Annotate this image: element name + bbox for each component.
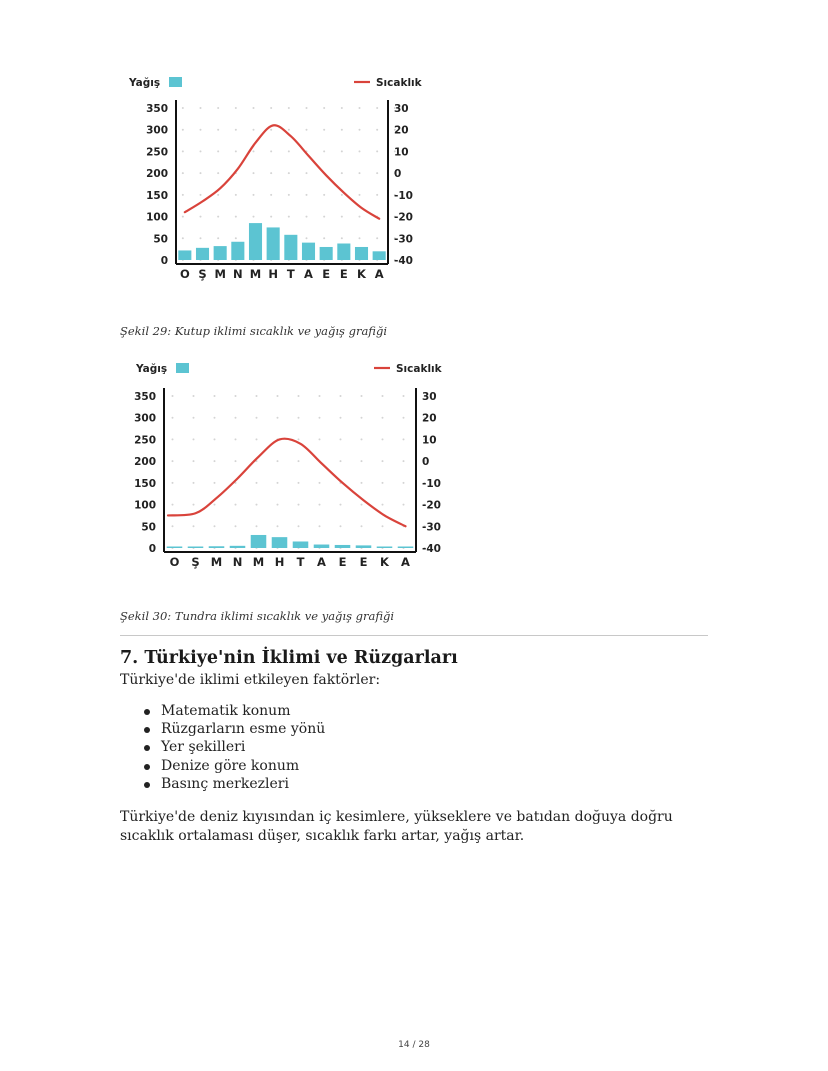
- grid-dot: [359, 194, 361, 196]
- grid-dot: [270, 150, 272, 152]
- grid-dot: [382, 417, 384, 419]
- grid-dot: [235, 417, 237, 419]
- legend-rain-swatch: [176, 363, 189, 373]
- y-right-tick-label: 0: [394, 168, 402, 181]
- grid-dot: [382, 525, 384, 527]
- temperature-line: [168, 439, 406, 527]
- y-right-tick-label: 30: [394, 103, 409, 115]
- grid-dot: [341, 194, 343, 196]
- grid-dot: [319, 525, 321, 527]
- grid-dot: [253, 194, 255, 196]
- grid-dot: [376, 150, 378, 152]
- grid-dot: [235, 216, 237, 218]
- rainfall-bar: [373, 251, 386, 260]
- grid-dot: [217, 194, 219, 196]
- grid-dot: [306, 237, 308, 239]
- rainfall-bar: [284, 235, 297, 260]
- y-left-tick-label: 100: [146, 211, 168, 224]
- grid-dot: [323, 216, 325, 218]
- grid-dot: [235, 194, 237, 196]
- grid-dot: [403, 417, 405, 419]
- grid-dot: [235, 129, 237, 131]
- grid-dot: [298, 525, 300, 527]
- y-left-tick-label: 350: [134, 391, 156, 403]
- x-tick-label: T: [286, 267, 295, 281]
- y-right-tick-label: -40: [422, 543, 441, 555]
- grid-dot: [214, 417, 216, 419]
- grid-dot: [172, 395, 174, 397]
- grid-dot: [341, 216, 343, 218]
- grid-dot: [235, 150, 237, 152]
- y-right-tick-label: -40: [394, 255, 413, 267]
- grid-dot: [277, 460, 279, 462]
- page-number: 14 / 28: [398, 1040, 430, 1050]
- grid-dot: [340, 504, 342, 506]
- list-item: Basınç merkezleri: [142, 775, 325, 793]
- grid-dot: [182, 237, 184, 239]
- grid-dot: [361, 525, 363, 527]
- grid-dot: [323, 150, 325, 152]
- grid-dot: [277, 395, 279, 397]
- legend-rain-label: Yağış: [136, 363, 168, 375]
- grid-dot: [382, 460, 384, 462]
- grid-dot: [270, 172, 272, 174]
- rainfall-bar: [188, 547, 204, 549]
- grid-dot: [235, 525, 237, 527]
- grid-dot: [298, 395, 300, 397]
- grid-dot: [361, 504, 363, 506]
- y-left-tick-label: 300: [146, 124, 168, 137]
- legend-temp-label: Sıcaklık: [376, 77, 422, 89]
- grid-dot: [253, 150, 255, 152]
- y-left-tick-label: 300: [134, 412, 156, 425]
- y-left-tick-label: 250: [134, 434, 156, 447]
- grid-dot: [200, 172, 202, 174]
- grid-dot: [253, 172, 255, 174]
- grid-dot: [277, 504, 279, 506]
- x-tick-label: A: [317, 555, 326, 569]
- rainfall-bar: [335, 545, 351, 548]
- grid-dot: [270, 107, 272, 109]
- grid-dot: [382, 395, 384, 397]
- grid-dot: [403, 482, 405, 484]
- grid-dot: [214, 438, 216, 440]
- y-right-tick-label: -30: [394, 233, 413, 246]
- grid-dot: [235, 395, 237, 397]
- grid-dot: [298, 504, 300, 506]
- grid-dot: [182, 216, 184, 218]
- grid-dot: [341, 150, 343, 152]
- rainfall-bar: [167, 547, 183, 549]
- grid-dot: [288, 172, 290, 174]
- climate-chart-svg: [120, 358, 450, 580]
- grid-dot: [376, 237, 378, 239]
- rainfall-bar: [214, 246, 227, 260]
- grid-dot: [319, 438, 321, 440]
- grid-dot: [200, 107, 202, 109]
- rainfall-bar: [302, 243, 315, 260]
- grid-dot: [182, 194, 184, 196]
- y-left-tick-label: 250: [146, 146, 168, 159]
- grid-dot: [361, 438, 363, 440]
- grid-dot: [256, 525, 258, 527]
- x-tick-label: A: [374, 267, 384, 281]
- x-tick-label: T: [296, 555, 305, 569]
- rainfall-bar: [320, 247, 333, 260]
- x-tick-label: N: [233, 267, 243, 281]
- grid-dot: [253, 216, 255, 218]
- grid-dot: [214, 482, 216, 484]
- rainfall-bar: [231, 242, 244, 260]
- rainfall-bar: [196, 248, 209, 260]
- grid-dot: [382, 438, 384, 440]
- x-tick-label: Ş: [191, 555, 200, 569]
- grid-dot: [319, 395, 321, 397]
- grid-dot: [376, 107, 378, 109]
- grid-dot: [200, 194, 202, 196]
- grid-dot: [298, 438, 300, 440]
- grid-dot: [172, 460, 174, 462]
- x-tick-label: N: [232, 555, 243, 569]
- grid-dot: [340, 438, 342, 440]
- grid-dot: [340, 525, 342, 527]
- rainfall-bar: [356, 545, 372, 548]
- x-tick-label: E: [359, 555, 368, 569]
- y-left-tick-label: 100: [134, 499, 156, 512]
- grid-dot: [298, 417, 300, 419]
- rainfall-bar: [337, 243, 350, 260]
- grid-dot: [235, 107, 237, 109]
- grid-dot: [288, 150, 290, 152]
- x-tick-label: K: [380, 555, 389, 569]
- x-tick-label: O: [179, 267, 190, 281]
- grid-dot: [217, 237, 219, 239]
- rainfall-bar: [314, 545, 330, 548]
- y-left-tick-label: 200: [134, 456, 156, 469]
- figure-caption-29: Şekil 29: Kutup iklimi sıcaklık ve yağış grafiği: [120, 324, 388, 338]
- climate-chart-svg: [120, 72, 430, 292]
- y-right-tick-label: -30: [422, 521, 441, 534]
- rainfall-bar: [230, 546, 246, 548]
- grid-dot: [235, 504, 237, 506]
- x-tick-label: M: [249, 267, 262, 281]
- grid-dot: [200, 216, 202, 218]
- list-item: Matematik konum: [142, 702, 325, 720]
- grid-dot: [193, 482, 195, 484]
- grid-dot: [277, 525, 279, 527]
- chart-kutup: [120, 72, 430, 292]
- grid-dot: [172, 438, 174, 440]
- grid-dot: [288, 107, 290, 109]
- grid-dot: [306, 129, 308, 131]
- grid-dot: [217, 129, 219, 131]
- grid-dot: [359, 172, 361, 174]
- rainfall-bar: [249, 223, 262, 260]
- legend-rain-swatch: [169, 77, 182, 87]
- grid-dot: [361, 482, 363, 484]
- grid-dot: [341, 237, 343, 239]
- grid-dot: [306, 194, 308, 196]
- grid-dot: [217, 172, 219, 174]
- x-tick-label: K: [357, 267, 366, 281]
- grid-dot: [403, 395, 405, 397]
- y-right-tick-label: 10: [394, 146, 409, 159]
- y-left-tick-label: 200: [146, 168, 168, 181]
- grid-dot: [323, 194, 325, 196]
- grid-dot: [270, 129, 272, 131]
- grid-dot: [376, 172, 378, 174]
- grid-dot: [182, 107, 184, 109]
- grid-dot: [277, 482, 279, 484]
- section-paragraph: Türkiye'de deniz kıyısından iç kesimlere, yükseklere ve batıdan doğuya doğru sıcaklık ortalaması düşer, sıcaklık farkı artar, yağış artar.: [120, 809, 673, 844]
- x-tick-label: H: [274, 555, 285, 569]
- rainfall-bar: [209, 546, 225, 548]
- x-tick-label: Ş: [198, 267, 207, 281]
- x-tick-label: A: [304, 267, 313, 281]
- grid-dot: [253, 129, 255, 131]
- grid-dot: [270, 216, 272, 218]
- grid-dot: [306, 107, 308, 109]
- y-left-tick-label: 350: [146, 103, 168, 115]
- grid-dot: [376, 129, 378, 131]
- y-right-tick-label: 20: [422, 412, 437, 425]
- grid-dot: [323, 107, 325, 109]
- grid-dot: [319, 482, 321, 484]
- grid-dot: [323, 129, 325, 131]
- y-right-tick-label: -10: [394, 189, 413, 202]
- y-right-tick-label: -20: [394, 211, 413, 224]
- grid-dot: [172, 482, 174, 484]
- grid-dot: [298, 460, 300, 462]
- list-item: Denize göre konum: [142, 757, 325, 775]
- grid-dot: [382, 482, 384, 484]
- x-tick-label: M: [252, 555, 265, 569]
- grid-dot: [256, 395, 258, 397]
- x-tick-label: O: [169, 555, 180, 569]
- grid-dot: [256, 438, 258, 440]
- grid-dot: [217, 107, 219, 109]
- grid-dot: [306, 216, 308, 218]
- grid-dot: [361, 460, 363, 462]
- grid-dot: [288, 216, 290, 218]
- grid-dot: [182, 172, 184, 174]
- grid-dot: [361, 395, 363, 397]
- grid-dot: [359, 237, 361, 239]
- x-tick-label: H: [268, 267, 278, 281]
- grid-dot: [270, 194, 272, 196]
- grid-dot: [403, 504, 405, 506]
- grid-dot: [403, 460, 405, 462]
- grid-dot: [323, 237, 325, 239]
- grid-dot: [298, 482, 300, 484]
- rainfall-bar: [272, 537, 288, 548]
- y-right-tick-label: 30: [422, 391, 437, 403]
- grid-dot: [182, 129, 184, 131]
- grid-dot: [341, 129, 343, 131]
- grid-dot: [200, 129, 202, 131]
- y-left-tick-label: 0: [148, 543, 156, 555]
- grid-dot: [288, 129, 290, 131]
- grid-dot: [403, 438, 405, 440]
- grid-dot: [200, 237, 202, 239]
- grid-dot: [214, 504, 216, 506]
- grid-dot: [340, 460, 342, 462]
- y-left-tick-label: 150: [146, 189, 168, 202]
- grid-dot: [359, 150, 361, 152]
- grid-dot: [193, 504, 195, 506]
- rainfall-bar: [377, 547, 393, 549]
- y-right-tick-label: 10: [422, 434, 437, 447]
- grid-dot: [256, 417, 258, 419]
- x-tick-label: A: [401, 555, 410, 569]
- grid-dot: [288, 194, 290, 196]
- grid-dot: [277, 417, 279, 419]
- rainfall-bar: [251, 535, 267, 548]
- grid-dot: [306, 172, 308, 174]
- grid-dot: [193, 460, 195, 462]
- grid-dot: [319, 417, 321, 419]
- grid-dot: [214, 460, 216, 462]
- grid-dot: [182, 150, 184, 152]
- grid-dot: [235, 237, 237, 239]
- rainfall-bar: [398, 547, 414, 549]
- grid-dot: [172, 417, 174, 419]
- grid-dot: [172, 504, 174, 506]
- y-left-tick-label: 50: [141, 521, 156, 534]
- y-left-tick-label: 150: [134, 477, 156, 490]
- grid-dot: [193, 417, 195, 419]
- grid-dot: [235, 460, 237, 462]
- chart-tundra: [120, 358, 450, 580]
- temperature-line: [185, 125, 379, 218]
- rainfall-bar: [267, 227, 280, 260]
- figure-caption-30: Şekil 30: Tundra iklimi sıcaklık ve yağış grafiği: [120, 609, 395, 623]
- section-heading: 7. Türkiye'nin İklimi ve Rüzgarları: [120, 648, 458, 668]
- grid-dot: [235, 438, 237, 440]
- x-tick-label: E: [338, 555, 347, 569]
- grid-dot: [214, 395, 216, 397]
- x-tick-label: E: [339, 267, 348, 281]
- y-right-tick-label: 20: [394, 124, 409, 137]
- factor-list: [142, 702, 325, 793]
- grid-dot: [376, 194, 378, 196]
- rainfall-bar: [293, 541, 309, 548]
- grid-dot: [340, 395, 342, 397]
- x-tick-label: M: [210, 555, 223, 569]
- list-item: Rüzgarların esme yönü: [142, 720, 325, 738]
- section-intro: Türkiye'de iklimi etkileyen faktörler:: [120, 672, 381, 688]
- grid-dot: [382, 504, 384, 506]
- grid-dot: [359, 216, 361, 218]
- rainfall-bar: [355, 247, 368, 260]
- grid-dot: [256, 482, 258, 484]
- grid-dot: [256, 504, 258, 506]
- y-right-tick-label: 0: [422, 456, 430, 469]
- grid-dot: [253, 107, 255, 109]
- grid-dot: [217, 150, 219, 152]
- legend-rain-label: Yağış: [129, 77, 161, 89]
- grid-dot: [193, 395, 195, 397]
- grid-dot: [193, 438, 195, 440]
- y-left-tick-label: 50: [153, 233, 168, 246]
- grid-dot: [341, 172, 343, 174]
- grid-dot: [217, 216, 219, 218]
- grid-dot: [172, 525, 174, 527]
- y-right-tick-label: -20: [422, 499, 441, 512]
- grid-dot: [200, 150, 202, 152]
- x-tick-label: M: [214, 267, 226, 281]
- grid-dot: [361, 417, 363, 419]
- grid-dot: [341, 107, 343, 109]
- grid-dot: [214, 525, 216, 527]
- y-right-tick-label: -10: [422, 477, 441, 490]
- grid-dot: [359, 129, 361, 131]
- grid-dot: [359, 107, 361, 109]
- list-item: Yer şekilleri: [142, 738, 325, 756]
- legend-temp-label: Sıcaklık: [396, 363, 442, 375]
- x-tick-label: E: [322, 267, 331, 281]
- grid-dot: [340, 417, 342, 419]
- y-left-tick-label: 0: [160, 255, 168, 267]
- section-divider: [120, 635, 708, 636]
- grid-dot: [319, 504, 321, 506]
- rainfall-bar: [178, 250, 191, 260]
- grid-dot: [193, 525, 195, 527]
